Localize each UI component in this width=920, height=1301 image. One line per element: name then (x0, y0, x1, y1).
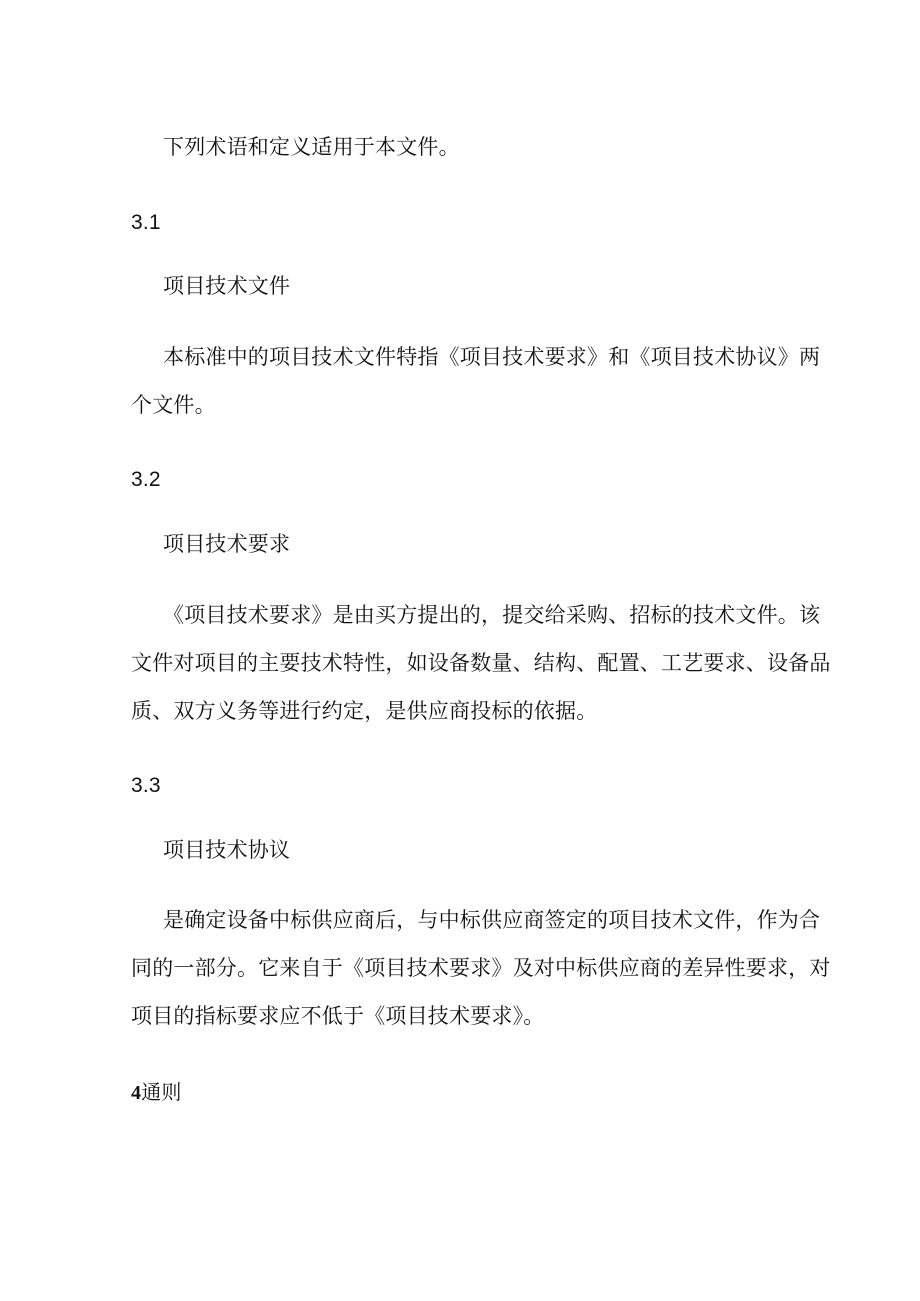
definition-paragraph (131, 591, 831, 735)
term-title: 项目技术要求 (163, 532, 291, 556)
heading-number: 4 (131, 1082, 142, 1104)
definition-line: 《项目技术要求》是由买方提出的，提交给采购、招标的技术文件。该 (163, 603, 821, 627)
definition-line: 文件对项目的主要技术特性，如设备数量、结构、配置、工艺要求、设备品 (131, 651, 831, 675)
term-title: 项目技术文件 (163, 274, 291, 298)
section-number: 3.3 (131, 774, 161, 797)
definition-line: 个文件。 (131, 393, 216, 417)
definition-line: 项目的指标要求应不低于《项目技术要求》。 (131, 1004, 545, 1028)
section-number: 3.2 (131, 468, 161, 491)
intro-text: 下列术语和定义适用于本文件。 (163, 135, 460, 159)
definition-line: 质、双方义务等进行约定，是供应商投标的依据。 (131, 699, 598, 723)
section-number: 3.1 (131, 211, 161, 234)
definition-paragraph (131, 896, 831, 1040)
heading-title: 通则 (141, 1080, 182, 1104)
definition-line: 本标准中的项目技术文件特指《项目技术要求》和《项目技术协议》两 (163, 345, 821, 369)
definition-line: 同的一部分。它来自于《项目技术要求》及对中标供应商的差异性要求，对 (131, 956, 831, 980)
term-title: 项目技术协议 (163, 838, 291, 862)
definition-line: 是确定设备中标供应商后，与中标供应商签定的项目技术文件，作为合 (163, 908, 821, 932)
section-heading (131, 1079, 182, 1106)
definition-paragraph (131, 333, 821, 429)
